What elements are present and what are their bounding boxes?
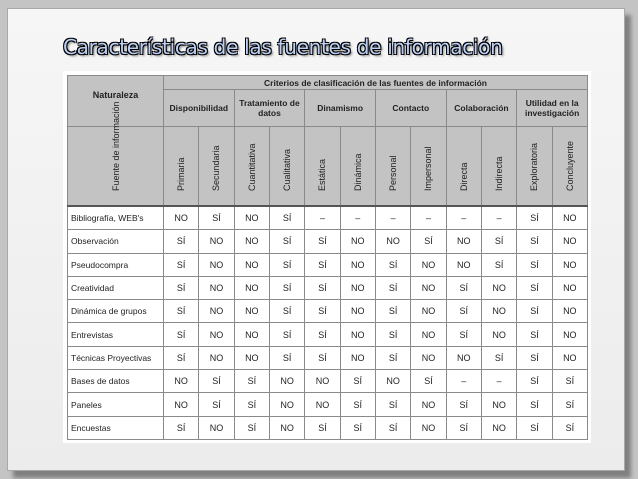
table-cell: SÍ: [305, 276, 340, 299]
table-cell: NO: [446, 253, 481, 276]
table-cell: NO: [340, 346, 375, 369]
header-subcriterion: [199, 127, 234, 207]
table-cell: SÍ: [517, 253, 552, 276]
table-cell: NO: [375, 230, 410, 253]
table-cell: NO: [199, 253, 234, 276]
header-group: Colaboración: [446, 90, 517, 127]
table-cell: SÍ: [269, 253, 304, 276]
table-cell: NO: [411, 416, 446, 439]
table-cell: SÍ: [340, 370, 375, 393]
table-cell: SÍ: [164, 230, 199, 253]
table-cell: –: [375, 206, 410, 230]
table-cell: NO: [234, 346, 269, 369]
table-cell: SÍ: [517, 393, 552, 416]
header-subcriterion-label: Secundaria: [211, 145, 222, 191]
table-cell: SÍ: [269, 300, 304, 323]
table-cell: SÍ: [375, 416, 410, 439]
table-cell: NO: [234, 276, 269, 299]
table-cell: SÍ: [446, 416, 481, 439]
table-cell: SÍ: [375, 346, 410, 369]
table-cell: SÍ: [481, 253, 516, 276]
header-group: Utilidad en la investigación: [517, 90, 588, 127]
table-cell: NO: [411, 346, 446, 369]
table-cell: SÍ: [552, 393, 587, 416]
table-cell: SÍ: [269, 206, 304, 230]
table-cell: SÍ: [199, 206, 234, 230]
header-subcriterion-label: Indirecta: [494, 156, 505, 191]
table-cell: SÍ: [517, 300, 552, 323]
table-cell: SÍ: [234, 416, 269, 439]
table-cell: SÍ: [481, 346, 516, 369]
table-cell: SÍ: [552, 416, 587, 439]
table-cell: NO: [552, 346, 587, 369]
table-cell: SÍ: [164, 253, 199, 276]
table-cell: NO: [340, 253, 375, 276]
table-row: [68, 206, 588, 230]
table-cell: NO: [481, 323, 516, 346]
table-cell: NO: [552, 323, 587, 346]
table-cell: SÍ: [269, 230, 304, 253]
table-row: [68, 300, 588, 323]
table-cell: NO: [552, 300, 587, 323]
table-cell: NO: [164, 370, 199, 393]
header-subcriterion: [517, 127, 552, 207]
header-subcriterion-label: Dinámica: [352, 153, 363, 191]
table-cell: SÍ: [517, 323, 552, 346]
table-cell: SÍ: [305, 230, 340, 253]
table-cell: SÍ: [375, 253, 410, 276]
table-cell: SÍ: [446, 323, 481, 346]
table-cell: NO: [411, 323, 446, 346]
header-subcriterion-label: Primaria: [176, 157, 187, 191]
table-cell: SÍ: [517, 206, 552, 230]
slide: [7, 8, 625, 471]
table-cell: –: [305, 206, 340, 230]
table-cell: NO: [199, 323, 234, 346]
table-cell: NO: [199, 416, 234, 439]
table-row: [68, 253, 588, 276]
header-subcriterion: [305, 127, 340, 207]
table-cell: SÍ: [446, 300, 481, 323]
table-cell: NO: [552, 206, 587, 230]
table-cell: NO: [234, 323, 269, 346]
header-group: Disponibilidad: [164, 90, 235, 127]
table-cell: NO: [234, 230, 269, 253]
table-row: [68, 393, 588, 416]
table-cell: NO: [446, 346, 481, 369]
header-subcriterion-label: Personal: [388, 155, 399, 191]
table-cell: NO: [199, 346, 234, 369]
table-cell: SÍ: [517, 370, 552, 393]
row-label: Creatividad: [68, 276, 164, 299]
table-cell: NO: [269, 393, 304, 416]
table-cell: NO: [269, 416, 304, 439]
row-label: Pseudocompra: [68, 253, 164, 276]
table-cell: NO: [199, 300, 234, 323]
header-subcriterion: [340, 127, 375, 207]
table-cell: SÍ: [340, 393, 375, 416]
table-cell: SÍ: [305, 323, 340, 346]
table-cell: SÍ: [305, 300, 340, 323]
row-label: Observación: [68, 230, 164, 253]
table-cell: SÍ: [375, 393, 410, 416]
table-cell: SÍ: [199, 370, 234, 393]
table-cell: NO: [552, 230, 587, 253]
table-cell: SÍ: [164, 346, 199, 369]
table-cell: SÍ: [446, 393, 481, 416]
table-cell: NO: [481, 276, 516, 299]
table-row: [68, 323, 588, 346]
table-cell: NO: [340, 230, 375, 253]
table-cell: SÍ: [517, 230, 552, 253]
header-subcriterion: [446, 127, 481, 207]
header-subcriterion-label: Cualitativa: [282, 148, 293, 191]
table-cell: –: [481, 206, 516, 230]
table-cell: NO: [411, 393, 446, 416]
characteristics-table: [67, 75, 588, 440]
table-cell: NO: [305, 370, 340, 393]
table-cell: SÍ: [411, 230, 446, 253]
table-row: [68, 370, 588, 393]
table-cell: NO: [340, 276, 375, 299]
table-cell: SÍ: [269, 276, 304, 299]
table-cell: –: [481, 370, 516, 393]
table-cell: –: [446, 370, 481, 393]
header-subcriterion: [164, 127, 199, 207]
table-cell: NO: [305, 393, 340, 416]
table-cell: NO: [199, 230, 234, 253]
table-cell: SÍ: [517, 416, 552, 439]
header-fuente: Fuente de información: [68, 127, 164, 207]
row-label: Dinámica de grupos: [68, 300, 164, 323]
table-cell: SÍ: [340, 416, 375, 439]
table-cell: SÍ: [552, 370, 587, 393]
header-criteria: Criterios de clasificación de las fuentes de información: [164, 76, 588, 90]
header-subcriterion: [234, 127, 269, 207]
table-cell: SÍ: [305, 253, 340, 276]
header-subcriterion: [269, 127, 304, 207]
table-cell: SÍ: [375, 276, 410, 299]
table-cell: SÍ: [269, 346, 304, 369]
table-row: [68, 416, 588, 439]
table-cell: SÍ: [164, 416, 199, 439]
table-cell: SÍ: [305, 346, 340, 369]
header-group: Dinamismo: [305, 90, 376, 127]
table-cell: NO: [234, 206, 269, 230]
header-subcriterion: [481, 127, 516, 207]
table-cell: NO: [375, 370, 410, 393]
table-cell: SÍ: [446, 276, 481, 299]
row-label: Bibliografía, WEB's: [68, 206, 164, 230]
table-cell: NO: [340, 300, 375, 323]
table-cell: NO: [199, 276, 234, 299]
header-subcriterion: [552, 127, 587, 207]
table-cell: NO: [446, 230, 481, 253]
table-cell: NO: [411, 276, 446, 299]
row-label: Técnicas Proyectivas: [68, 346, 164, 369]
header-subcriterion: [375, 127, 410, 207]
table-cell: –: [340, 206, 375, 230]
table-cell: NO: [234, 300, 269, 323]
table-row: [68, 346, 588, 369]
table-cell: NO: [481, 393, 516, 416]
header-group: Contacto: [375, 90, 446, 127]
table-cell: SÍ: [164, 276, 199, 299]
table-cell: SÍ: [375, 300, 410, 323]
table-cell: SÍ: [411, 370, 446, 393]
table-row: [68, 276, 588, 299]
slide-title: Características de las fuentes de información: [63, 35, 503, 59]
header-subcriterion-label: Cuantitativa: [246, 143, 257, 191]
table-image: [63, 71, 591, 443]
table-cell: SÍ: [234, 370, 269, 393]
table-cell: SÍ: [517, 276, 552, 299]
header-subcriterion-label: Directa: [458, 162, 469, 191]
table-cell: NO: [552, 276, 587, 299]
table-cell: SÍ: [234, 393, 269, 416]
table-cell: NO: [269, 370, 304, 393]
table-row: [68, 230, 588, 253]
table-cell: SÍ: [481, 230, 516, 253]
row-label: Bases de datos: [68, 370, 164, 393]
table-cell: NO: [164, 206, 199, 230]
table-cell: NO: [552, 253, 587, 276]
table-cell: SÍ: [269, 323, 304, 346]
header-group: Tratamiento de datos: [234, 90, 305, 127]
table-cell: SÍ: [164, 323, 199, 346]
table-cell: NO: [481, 300, 516, 323]
header-naturaleza: Naturaleza: [68, 76, 164, 127]
row-label: Paneles: [68, 393, 164, 416]
table-cell: NO: [411, 253, 446, 276]
header-subcriterion-label: Estática: [317, 158, 328, 191]
table-cell: SÍ: [164, 300, 199, 323]
header-subcriterion-label: Impersonal: [423, 146, 434, 191]
table-cell: –: [411, 206, 446, 230]
table-cell: NO: [234, 253, 269, 276]
table-cell: SÍ: [375, 323, 410, 346]
table-cell: SÍ: [517, 346, 552, 369]
table-cell: SÍ: [305, 416, 340, 439]
table-cell: NO: [164, 393, 199, 416]
row-label: Entrevistas: [68, 323, 164, 346]
table-cell: SÍ: [199, 393, 234, 416]
header-subcriterion: [411, 127, 446, 207]
table-cell: NO: [481, 416, 516, 439]
table-cell: NO: [411, 300, 446, 323]
table-cell: NO: [340, 323, 375, 346]
header-subcriterion-label: Exploratoria: [529, 142, 540, 191]
table-cell: –: [446, 206, 481, 230]
header-subcriterion-label: Concluyente: [564, 140, 575, 191]
row-label: Encuestas: [68, 416, 164, 439]
